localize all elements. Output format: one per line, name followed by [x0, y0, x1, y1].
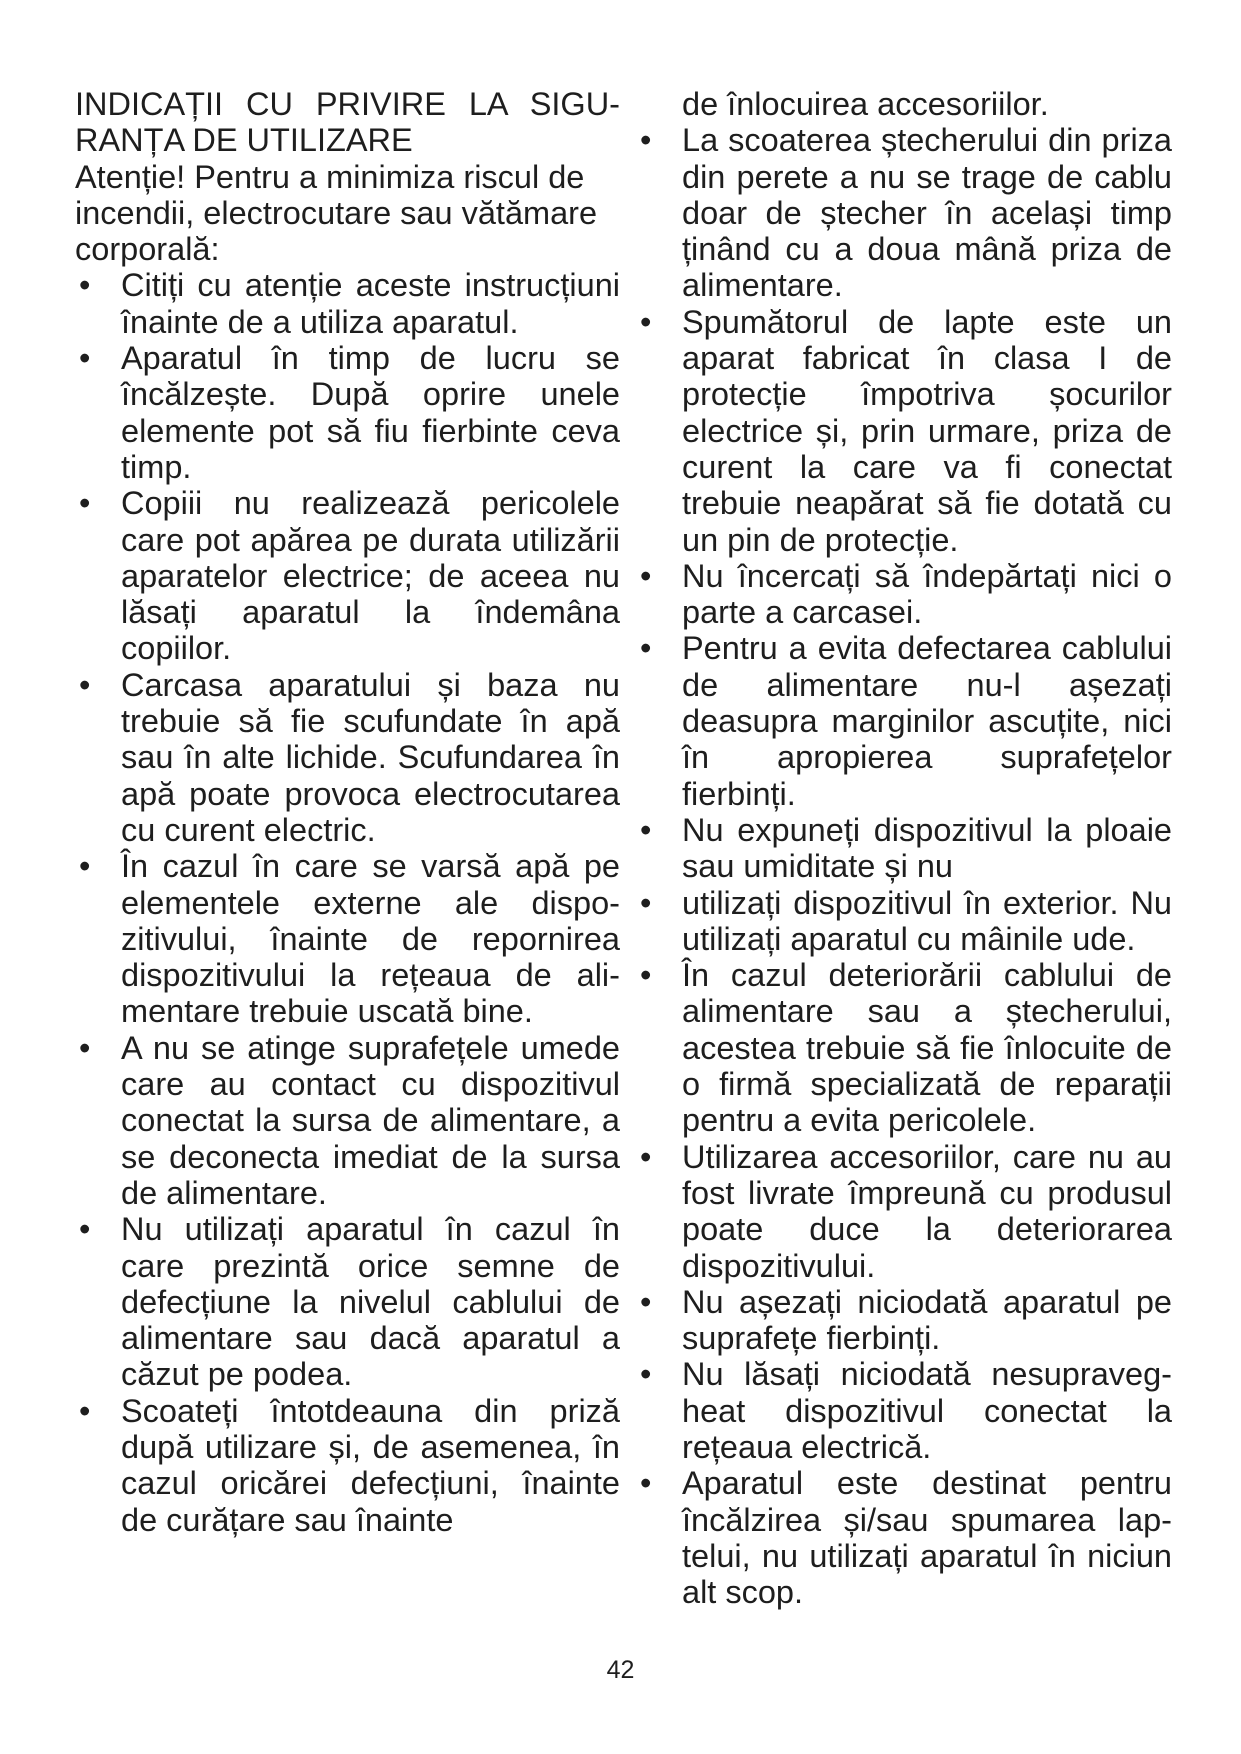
bullet-icon: • [79, 666, 91, 703]
list-item [75, 1030, 620, 1211]
list-item-text: La scoaterea ștecherului din priza din perete a nu se trage de cablu doar de ștecher în același timp ținând cu a doua mână priza de alimentare. [682, 122, 1172, 304]
right-column [636, 86, 1172, 1610]
list-item [636, 885, 1172, 958]
list-item-text: Aparatul în timp de lucru se încălzește. După oprire unele elemente pot să fiu fierbinte ceva timp. [121, 340, 620, 485]
list-item-text: A nu se atinge suprafețele umede care au contact cu dispozitivul conectat la sursa de alimentare, a se deconecta imediat de la sursa de alimentare. [121, 1029, 620, 1211]
list-item [75, 1211, 620, 1392]
list-item [75, 848, 620, 1029]
list-item-text: Citiți cu atenție aceste instrucțiuni înainte de a utiliza aparatul. [121, 267, 620, 340]
bullet-icon: • [640, 1138, 652, 1175]
bullet-icon: • [79, 1392, 91, 1429]
list-item [75, 1393, 620, 1538]
list-item [75, 485, 620, 666]
list-item [636, 1284, 1172, 1357]
list-item [636, 122, 1172, 303]
list-item-text: Spumătorul de lapte este un aparat fabricat în clasa I de protecție împotriva șocurilor electrice și, prin urmare, priza de curent la care va fi conectat trebuie neapărat să fie dotată cu un pin de protecție. [682, 303, 1172, 558]
list-item [75, 340, 620, 485]
list-item [636, 304, 1172, 558]
list-item [636, 957, 1172, 1138]
list-item [636, 1465, 1172, 1610]
list-item-text: În cazul în care se varsă apă pe elementele externe ale dispozitivului, înainte de repornirea dispozitivului la rețeaua de alimentare trebuie uscată bine. [121, 848, 620, 1030]
warning-intro: Atenție! Pentru a minimiza riscul de incendii, electrocutare sau vătămare corporală: [75, 158, 598, 268]
safety-list-right [636, 122, 1172, 1610]
bullet-icon: • [640, 884, 652, 921]
list-item-text: Nu lăsați niciodată nesupravegheat dispozitivul conectat la rețeaua electrică. [682, 1356, 1172, 1465]
bullet-icon: • [640, 1356, 652, 1393]
bullet-icon: • [79, 340, 91, 377]
left-column [75, 86, 620, 1538]
list-item [75, 267, 620, 340]
section-heading-line-1: INDICAȚII CU PRIVIRE LA SIGU- [75, 86, 620, 122]
list-item-text: Nu utilizați aparatul în cazul în care prezintă orice semne de defecțiune la nivelul cablului de alimentare sau dacă aparatul a căzut pe podea. [121, 1211, 620, 1393]
list-item-text: Copiii nu realizează pericolele care pot apărea pe durata utilizării aparatelor electrice; de aceea nu lăsați aparatul la îndemâna copiilor. [121, 485, 620, 667]
continued-text: de înlocuirea accesoriilor. [682, 86, 1049, 122]
list-item-text: În cazul deteriorării cablului de alimentare sau a ștecherului, acestea trebuie să fie înlocuite de o firmă specializată de reparații pentru a evita pericolele. [682, 957, 1172, 1139]
bullet-icon: • [640, 303, 652, 340]
bullet-icon: • [79, 1029, 91, 1066]
list-item-text: Nu încercați să îndepărtați nici o parte a carcasei. [682, 557, 1172, 631]
list-item-text: Carcasa aparatului și baza nu trebuie să fie scufundate în apă sau în alte lichide. Scufundarea în apă poate provoca electrocutarea cu curent electric. [121, 666, 620, 848]
bullet-icon: • [640, 957, 652, 994]
list-item-text: Utilizarea accesoriilor, care nu au fost livrate împreună cu produsul poate duce la deteriorarea dispozitivului. [682, 1138, 1172, 1284]
bullet-icon: • [640, 122, 652, 159]
list-item [75, 667, 620, 848]
bullet-icon: • [640, 811, 652, 848]
list-item [636, 812, 1172, 885]
page-number: 42 [606, 1656, 635, 1684]
list-item-text: utilizați dispozitivul în exterior. Nu utilizați aparatul cu mâinile ude. [682, 884, 1172, 957]
bullet-icon: • [79, 1211, 91, 1248]
list-item-text: Scoateți întotdeauna din priză după utilizare și, de asemenea, în cazul oricărei defecțiuni, înainte de curățare sau înainte [121, 1392, 620, 1538]
bullet-icon: • [79, 848, 91, 885]
list-item [636, 1356, 1172, 1465]
bullet-icon: • [640, 1465, 652, 1502]
bullet-icon: • [79, 267, 91, 304]
list-item-text: Aparatul este destinat pentru încălzirea și/sau spumarea laptelui, nu utilizați aparatul în niciun alt scop. [682, 1465, 1172, 1611]
list-item-text: Pentru a evita defectarea cablului de alimentare nu-l așezați deasupra marginilor ascuțite, nici în apropierea suprafețelor fierbinți. [682, 630, 1172, 812]
bullet-icon: • [79, 485, 91, 522]
bullet-icon: • [640, 630, 652, 667]
list-item [636, 1139, 1172, 1284]
list-item [636, 630, 1172, 811]
safety-list-left [75, 267, 620, 1537]
list-item-text: Nu așezați niciodată aparatul pe suprafețe fierbinți. [682, 1283, 1172, 1357]
list-item-text: Nu expuneți dispozitivul la ploaie sau umiditate și nu [682, 811, 1172, 885]
bullet-icon: • [640, 1283, 652, 1320]
bullet-icon: • [640, 557, 652, 594]
section-heading-line-2: RANȚA DE UTILIZARE [75, 122, 413, 159]
list-item [636, 558, 1172, 631]
